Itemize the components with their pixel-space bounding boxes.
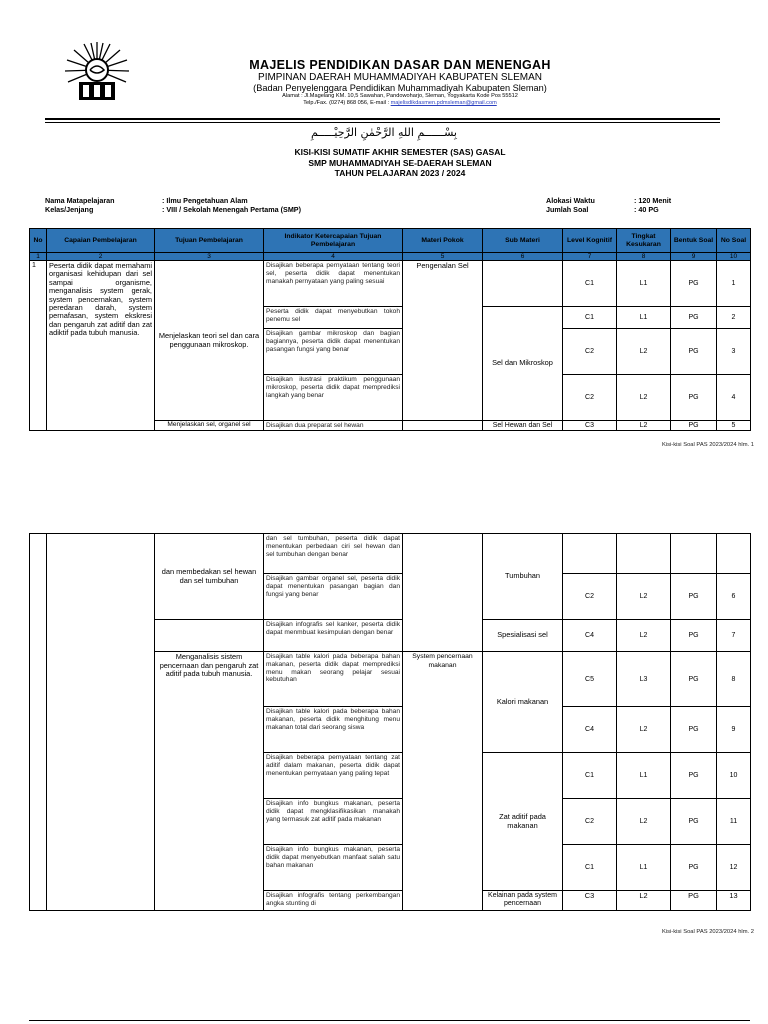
header-level: Level Kognitif bbox=[563, 229, 617, 253]
col-num: 2 bbox=[47, 253, 155, 261]
tingkat-cell: L2 bbox=[617, 620, 671, 652]
materi-cell bbox=[403, 421, 483, 431]
level-cell: C4 bbox=[563, 707, 617, 753]
bentuk-cell: PG bbox=[671, 375, 717, 421]
tingkat-cell: L2 bbox=[617, 375, 671, 421]
bentuk-cell: PG bbox=[671, 652, 717, 707]
header-bentuk: Bentuk Soal bbox=[671, 229, 717, 253]
class-value: : VIII / Sekolah Menengah Pertama (SMP) bbox=[162, 205, 301, 214]
bentuk-cell: PG bbox=[671, 799, 717, 845]
count-value: : 40 PG bbox=[634, 205, 659, 214]
indikator-cell: Disajikan info bungkus makanan, peserta didik dapat mengklasifikasikan manakah yang termasuk zat aditif pada makanan bbox=[264, 799, 403, 845]
letterhead-rule-thin bbox=[45, 122, 720, 123]
col-num: 7 bbox=[563, 253, 617, 261]
tingkat-cell: L2 bbox=[617, 574, 671, 620]
tingkat-cell: L2 bbox=[617, 707, 671, 753]
no-soal-cell: 2 bbox=[717, 307, 751, 329]
bentuk-cell: PG bbox=[671, 620, 717, 652]
level-cell bbox=[563, 534, 617, 574]
basmalah: بِسْــــــمِ اللهِ الرَّحْمٰنِ الرَّحِيْـــــمِ bbox=[310, 126, 457, 139]
level-cell: C1 bbox=[563, 307, 617, 329]
tingkat-cell: L1 bbox=[617, 845, 671, 891]
no-soal-cell: 7 bbox=[717, 620, 751, 652]
page-3-table-top-edge bbox=[29, 1020, 750, 1024]
tingkat-cell bbox=[617, 534, 671, 574]
page-1 bbox=[0, 0, 768, 486]
materi-cell: Pengenalan Sel bbox=[403, 261, 483, 421]
bentuk-cell: PG bbox=[671, 307, 717, 329]
sub-materi-cell bbox=[483, 261, 563, 307]
tingkat-cell: L1 bbox=[617, 753, 671, 799]
tujuan-cell: Menganalisis sistem pencernaan dan pengaruh zat aditif pada tubuh manusia. bbox=[155, 652, 264, 911]
page-footer-2: Kisi-kisi Soal PAS 2023/2024 hlm. 2 bbox=[661, 929, 754, 935]
table-header-row bbox=[30, 229, 751, 253]
no-soal-cell: 5 bbox=[717, 421, 751, 431]
level-cell: C1 bbox=[563, 845, 617, 891]
bentuk-cell: PG bbox=[671, 753, 717, 799]
level-cell: C2 bbox=[563, 375, 617, 421]
level-cell: C1 bbox=[563, 753, 617, 799]
row-number: 1 bbox=[30, 261, 47, 431]
count-label: Jumlah Soal bbox=[546, 205, 589, 214]
title-line-1: KISI-KISI SUMATIF AKHIR SEMESTER (SAS) GASAL bbox=[294, 147, 506, 157]
tingkat-cell: L1 bbox=[617, 261, 671, 307]
org-name: MAJELIS PENDIDIKAN DASAR DAN MENENGAH bbox=[249, 58, 551, 72]
indikator-cell: dan sel tumbuhan, peserta didik dapat menentukan perbedaan ciri sel hewan dan sel tumbuhan dengan benar bbox=[264, 534, 403, 574]
no-soal-cell: 9 bbox=[717, 707, 751, 753]
sub-materi-cell: Spesialisasi sel bbox=[483, 620, 563, 652]
indikator-cell: Disajikan gambar organel sel, peserta didik dapat menentukan pasangan bagian dan fungsi yang benar bbox=[264, 574, 403, 620]
indikator-cell: Peserta didik dapat menyebutkan tokoh penemu sel bbox=[264, 307, 403, 329]
no-soal-cell: 3 bbox=[717, 329, 751, 375]
tujuan-cell: dan membedakan sel hewan dan sel tumbuhan bbox=[155, 534, 264, 620]
indikator-cell: Disajikan ilustrasi praktikum penggunaan mikroskop, peserta didik dapat memprediksi langkah yang benar bbox=[264, 375, 403, 421]
tingkat-cell: L1 bbox=[617, 307, 671, 329]
indikator-cell: Disajikan beberapa pernyataan tentang zat aditif dalam makanan, peserta didik dapat menentukan pernyataan yang paling tepat bbox=[264, 753, 403, 799]
subject-label: Nama Matapelajaran bbox=[45, 196, 115, 205]
col-num: 5 bbox=[403, 253, 483, 261]
bentuk-cell: PG bbox=[671, 421, 717, 431]
level-cell: C4 bbox=[563, 620, 617, 652]
sub-materi-cell: Kelainan pada system pencernaan bbox=[483, 891, 563, 911]
header-tingkat: Tingkat Kesukaran bbox=[617, 229, 671, 253]
table-row bbox=[30, 261, 751, 307]
header-capaian: Capaian Pembelajaran bbox=[47, 229, 155, 253]
level-cell: C2 bbox=[563, 574, 617, 620]
col-num: 3 bbox=[155, 253, 264, 261]
header-indikator: Indikator Ketercapaian Tujuan Pembelajaran bbox=[264, 229, 403, 253]
level-cell: C3 bbox=[563, 421, 617, 431]
header-no: No bbox=[30, 229, 47, 253]
indikator-cell: Disajikan infografis sel kanker, peserta didik dapat menmbuat kesimpulan dengan benar bbox=[264, 620, 403, 652]
level-cell: C3 bbox=[563, 891, 617, 911]
indikator-cell: Disajikan beberapa pernyataan tentang teori sel, peserta didik dapat menentukan manakah pernyataan yang paling sesuai bbox=[264, 261, 403, 307]
bentuk-cell: PG bbox=[671, 845, 717, 891]
capaian-cell bbox=[47, 534, 155, 911]
no-soal-cell: 11 bbox=[717, 799, 751, 845]
indikator-cell: Disajikan table kalori pada beberapa bahan makanan, peserta didik dapat memprediksi menu makan seorang pelajar sesuai kebutuhan bbox=[264, 652, 403, 707]
tingkat-cell: L2 bbox=[617, 799, 671, 845]
indikator-cell: Disajikan dua preparat sel hewan bbox=[264, 421, 403, 431]
no-soal-cell: 4 bbox=[717, 375, 751, 421]
header-tujuan: Tujuan Pembelajaran bbox=[155, 229, 264, 253]
indikator-cell: Disajikan table kalori pada beberapa bahan makanan, peserta didik menghitung menu makanan total dari seorang siswa bbox=[264, 707, 403, 753]
org-sub2: (Badan Penyelenggara Pendidikan Muhammadiyah Kabupaten Sleman) bbox=[253, 83, 547, 93]
tingkat-cell: L2 bbox=[617, 891, 671, 911]
materi-cell: System pencernaan makanan bbox=[403, 652, 483, 911]
kisi-table-page-1 bbox=[29, 228, 751, 431]
title-line-2: SMP MUHAMMADIYAH SE-DAERAH SLEMAN bbox=[308, 157, 492, 168]
sub-materi-cell: Sel Hewan dan Sel bbox=[483, 421, 563, 431]
col-num: 10 bbox=[717, 253, 751, 261]
header-materi: Materi Pokok bbox=[403, 229, 483, 253]
muhammadiyah-logo-icon bbox=[62, 40, 132, 102]
email-link[interactable]: majelisdikdasmen.pdmsleman@gmail.com bbox=[390, 100, 497, 106]
kisi-table-page-2 bbox=[29, 533, 751, 911]
col-num: 8 bbox=[617, 253, 671, 261]
org-address: Alamat : Jl.Magelang KM. 10,5 Sawahan, Pandowoharjo, Sleman, Yogyakarta Kode Pos 55512 bbox=[282, 93, 518, 99]
org-sub1: PIMPINAN DAERAH MUHAMMADIYAH KABUPATEN SLEMAN bbox=[258, 72, 542, 83]
tujuan-cell: Menjelaskan sel, organel sel bbox=[155, 421, 264, 431]
bentuk-cell: PG bbox=[671, 891, 717, 911]
time-value: : 120 Menit bbox=[634, 196, 672, 205]
col-num: 9 bbox=[671, 253, 717, 261]
no-soal-cell: 13 bbox=[717, 891, 751, 911]
no-soal-cell: 1 bbox=[717, 261, 751, 307]
page-2 bbox=[0, 486, 768, 1024]
meta-left bbox=[45, 196, 301, 214]
header-no-soal: No Soal bbox=[717, 229, 751, 253]
header-sub-materi: Sub Materi bbox=[483, 229, 563, 253]
row-number bbox=[30, 534, 47, 911]
col-num: 6 bbox=[483, 253, 563, 261]
document-title bbox=[200, 147, 600, 179]
materi-cell bbox=[403, 534, 483, 652]
tujuan-cell: Menjelaskan teori sel dan cara penggunaan mikroskop. bbox=[155, 261, 264, 421]
tujuan-cell bbox=[155, 620, 264, 652]
indikator-cell: Disajikan infografis tentang perkembangan angka stunting di bbox=[264, 891, 403, 911]
class-label: Kelas/Jenjang bbox=[45, 205, 94, 214]
sub-materi-cell: Kalori makanan bbox=[483, 652, 563, 753]
meta-right bbox=[546, 196, 671, 214]
title-line-3: TAHUN PELAJARAN 2023 / 2024 bbox=[334, 168, 466, 178]
subject-value: : Ilmu Pengetahuan Alam bbox=[162, 196, 248, 205]
level-cell: C2 bbox=[563, 329, 617, 375]
level-cell: C2 bbox=[563, 799, 617, 845]
no-soal-cell: 8 bbox=[717, 652, 751, 707]
bentuk-cell: PG bbox=[671, 707, 717, 753]
capaian-cell: Peserta didik dapat memahami organisasi kehidupan dari sel sampai organisme, menganalisis system gerak, system pencernakan, system peredaran darah, system pernafasan, system ekskresi dan pengaruh zat aditif dan zat adiktif pada tubuh manusia. bbox=[47, 261, 155, 431]
no-soal-cell: 12 bbox=[717, 845, 751, 891]
time-label: Alokasi Waktu bbox=[546, 196, 595, 205]
no-soal-cell bbox=[717, 534, 751, 574]
letterhead bbox=[190, 58, 610, 107]
bentuk-cell: PG bbox=[671, 329, 717, 375]
col-num: 1 bbox=[30, 253, 47, 261]
page-footer-1: Kisi-kisi Soal PAS 2023/2024 hlm. 1 bbox=[661, 442, 754, 448]
table-row bbox=[30, 534, 751, 574]
indikator-cell: Disajikan info bungkus makanan, peserta didik dapat menyebutkan manfaat salah satu bahan makanan bbox=[264, 845, 403, 891]
tingkat-cell: L3 bbox=[617, 652, 671, 707]
level-cell: C5 bbox=[563, 652, 617, 707]
sub-materi-cell: Sel dan Mikroskop bbox=[483, 307, 563, 421]
bentuk-cell: PG bbox=[671, 574, 717, 620]
org-contact bbox=[190, 100, 610, 107]
level-cell: C1 bbox=[563, 261, 617, 307]
contact-prefix: Telp./Fax. (0274) 868 056, E-mail : bbox=[303, 100, 391, 106]
sub-materi-cell: Tumbuhan bbox=[483, 534, 563, 620]
bentuk-cell: PG bbox=[671, 261, 717, 307]
letterhead-rule-thick bbox=[45, 118, 720, 120]
bentuk-cell bbox=[671, 534, 717, 574]
no-soal-cell: 6 bbox=[717, 574, 751, 620]
tingkat-cell: L2 bbox=[617, 329, 671, 375]
sub-materi-cell: Zat aditif pada makanan bbox=[483, 753, 563, 891]
tingkat-cell: L2 bbox=[617, 421, 671, 431]
column-number-row bbox=[30, 253, 751, 261]
indikator-cell: Disajikan gambar mikroskop dan bagian bagiannya, peserta didik dapat menentukan pasangan fungsi yang benar bbox=[264, 329, 403, 375]
col-num: 4 bbox=[264, 253, 403, 261]
no-soal-cell: 10 bbox=[717, 753, 751, 799]
